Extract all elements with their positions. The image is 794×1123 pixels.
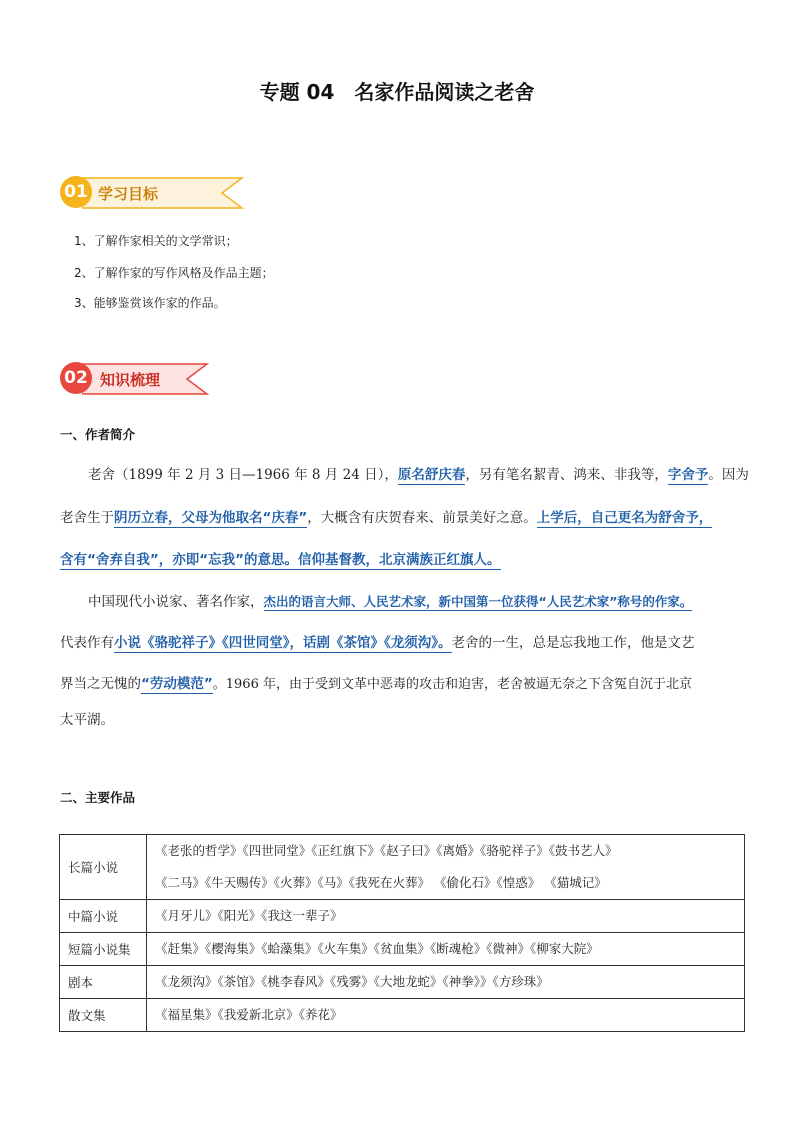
text-run: ，大概含有庆贺春来、前景美好之意。 bbox=[307, 510, 537, 526]
highlight-text: 小说《骆驼祥子》《四世同堂》，话剧《茶馆》《龙须沟》。 bbox=[114, 635, 452, 651]
text-run: 太平湖。 bbox=[60, 712, 114, 728]
highlight-text: 杰出的语言大师、人民艺术家，新中国第一位获得“人民艺术家”称号的作家。 bbox=[263, 594, 693, 609]
works-line: 《老张的哲学》《四世同堂》《正红旗下》《赵子曰》《离婚》《骆驼祥子》《鼓书艺人》 bbox=[155, 843, 618, 858]
table-cell-category: 散文集 bbox=[60, 999, 147, 1032]
table-row bbox=[60, 966, 745, 999]
table-cell-works bbox=[147, 900, 745, 933]
table-cell-works bbox=[147, 835, 745, 900]
intro-line bbox=[60, 708, 114, 728]
highlight-text: 原名舒庆春 bbox=[397, 467, 466, 483]
table-cell-works bbox=[147, 999, 745, 1032]
text-run: 老舍生于 bbox=[60, 510, 114, 526]
works-line: 《赶集》《樱海集》《蛤藻集》《火车集》《贫血集》《断魂枪》《微神》《柳家大院》 bbox=[155, 941, 599, 956]
text-run: ，另有笔名絜青、鸿来、非我等， bbox=[465, 467, 668, 483]
intro-line bbox=[60, 548, 501, 568]
subheading-main-works: 二、主要作品 bbox=[60, 790, 136, 805]
highlight-text: 阴历立春，父母为他取名“庆春” bbox=[114, 510, 308, 526]
section-number-badge: 01 bbox=[60, 176, 92, 208]
highlight-text: 上学后，自己更名为舒舍予， bbox=[536, 510, 713, 526]
page-title: 专题 04 名家作品阅读之老舍 bbox=[259, 80, 535, 104]
table-cell-category: 短篇小说集 bbox=[60, 933, 147, 966]
table-row bbox=[60, 900, 745, 933]
text-run: 老舍的一生，总是忘我地工作，他是文艺 bbox=[451, 635, 695, 651]
section-label: 知识梳理 bbox=[100, 371, 161, 389]
section-number-badge: 02 bbox=[60, 362, 92, 394]
intro-line bbox=[60, 672, 692, 692]
works-line: 《二马》《牛天赐传》《火葬》《马》《我死在火葬》 《偷化石》《惶惑》 《猫城记》 bbox=[155, 875, 607, 890]
table-row bbox=[60, 933, 745, 966]
text-run: 。1966 年，由于受到文革中恶毒的攻击和迫害，老舍被逼无奈之下含冤自沉于北京 bbox=[212, 677, 692, 692]
works-line: 《福星集》《我爱新北京》《养花》 bbox=[155, 1007, 343, 1022]
works-line: 《龙须沟》《茶馆》《桃李春风》《残雾》《大地龙蛇》《神拳》》《方珍珠》 bbox=[155, 974, 549, 989]
intro-line bbox=[60, 631, 695, 651]
highlight-text: 字舍予 bbox=[667, 467, 709, 483]
works-table bbox=[59, 834, 745, 1032]
text-run: 。因为 bbox=[708, 467, 749, 483]
goal-item: 1、了解作家相关的文学常识； bbox=[74, 234, 238, 248]
table-cell-category: 剧本 bbox=[60, 966, 147, 999]
section-label: 学习目标 bbox=[98, 185, 159, 203]
works-line: 《月牙儿》《阳光》《我这一辈子》 bbox=[155, 908, 343, 923]
text-run: 老舍（1899 年 2 月 3 日—1966 年 8 月 24 日）， bbox=[88, 467, 398, 483]
intro-line bbox=[88, 590, 692, 610]
table-cell-works bbox=[147, 966, 745, 999]
highlight-text: 含有“舍弃自我”，亦即“忘我”的意思。信仰基督教，北京满族正红旗人。 bbox=[60, 552, 501, 568]
subheading-author-intro: 一、作者简介 bbox=[60, 427, 136, 442]
table-cell-works bbox=[147, 933, 745, 966]
goal-item: 3、能够鉴赏该作家的作品。 bbox=[74, 296, 226, 310]
intro-line bbox=[60, 506, 712, 526]
table-row bbox=[60, 835, 745, 900]
goal-item: 2、了解作家的写作风格及作品主题； bbox=[74, 266, 274, 280]
table-cell-category: 中篇小说 bbox=[60, 900, 147, 933]
table-cell-category: 长篇小说 bbox=[60, 835, 147, 900]
text-run: 界当之无愧的 bbox=[60, 676, 141, 692]
text-run: 中国现代小说家、著名作家， bbox=[88, 594, 264, 610]
intro-line bbox=[88, 463, 749, 483]
text-run: 代表作有 bbox=[60, 635, 114, 651]
highlight-text: “劳动模范” bbox=[141, 676, 213, 692]
table-row bbox=[60, 999, 745, 1032]
